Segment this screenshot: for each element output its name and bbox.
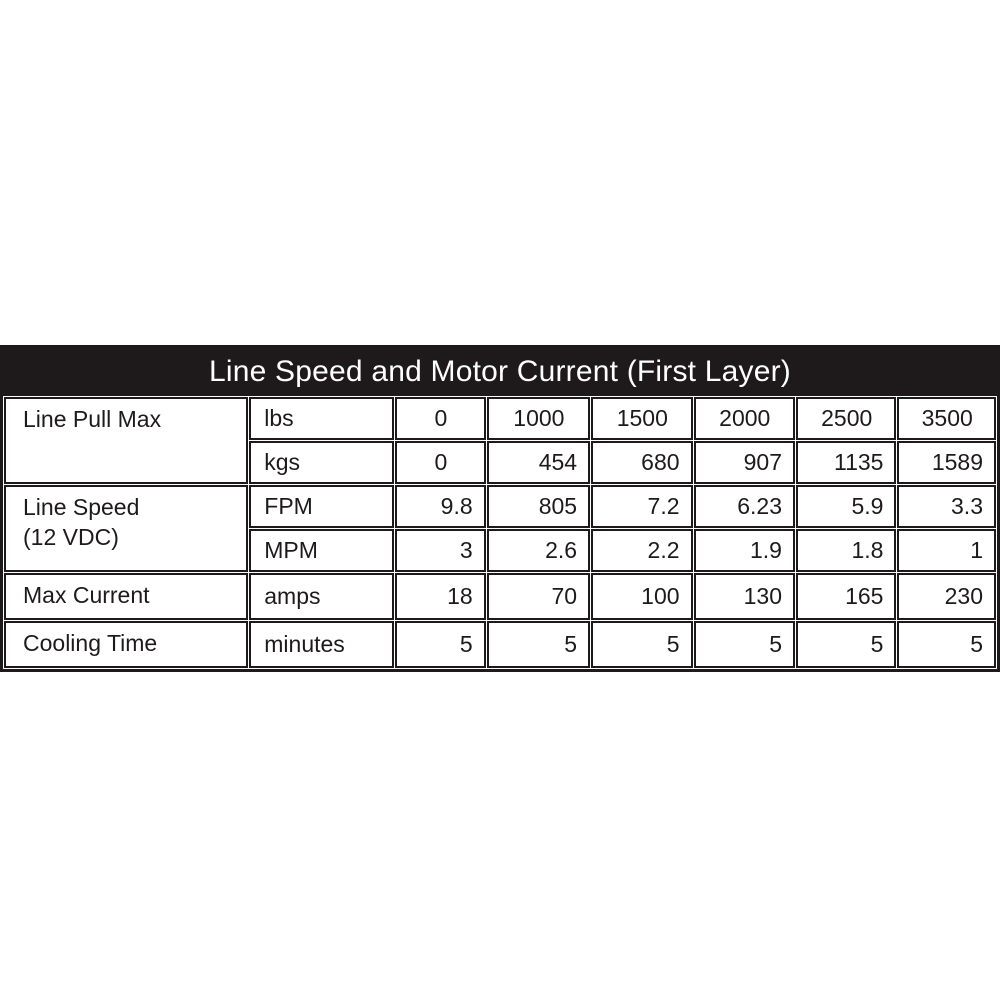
value-cell: 230 bbox=[897, 573, 996, 620]
table-row bbox=[4, 485, 996, 528]
value-cell: 1 bbox=[897, 529, 996, 572]
unit-cell-amps: amps bbox=[249, 573, 394, 620]
value-cell: 5 bbox=[487, 621, 590, 668]
unit-cell-fpm: FPM bbox=[249, 485, 394, 528]
value-cell: 5 bbox=[591, 621, 692, 668]
spec-table-block bbox=[0, 345, 1000, 672]
value-cell: 1135 bbox=[796, 441, 896, 484]
value-cell: 5 bbox=[694, 621, 795, 668]
value-cell: 3.3 bbox=[897, 485, 996, 528]
spec-table bbox=[3, 396, 997, 669]
value-cell: 907 bbox=[694, 441, 795, 484]
value-cell: 1000 bbox=[487, 397, 590, 440]
row-group-label-line-speed bbox=[4, 485, 248, 572]
row-group-label-line-pull-max: Line Pull Max bbox=[4, 397, 248, 484]
value-cell: 5 bbox=[395, 621, 486, 668]
row-group-label-line-2: (12 VDC) bbox=[23, 524, 119, 550]
value-cell: 5 bbox=[897, 621, 996, 668]
value-cell: 130 bbox=[694, 573, 795, 620]
value-cell: 5.9 bbox=[796, 485, 896, 528]
row-group-label-line-1: Line Speed bbox=[23, 494, 140, 520]
row-group-label-cooling-time: Cooling Time bbox=[4, 621, 248, 668]
value-cell: 2.2 bbox=[591, 529, 692, 572]
table-row bbox=[4, 397, 996, 440]
value-cell: 805 bbox=[487, 485, 590, 528]
value-cell: 3500 bbox=[897, 397, 996, 440]
row-group-label-max-current: Max Current bbox=[4, 573, 248, 620]
value-cell: 3 bbox=[395, 529, 486, 572]
value-cell: 680 bbox=[591, 441, 692, 484]
table-row bbox=[4, 621, 996, 668]
value-cell: 1.9 bbox=[694, 529, 795, 572]
table-row bbox=[4, 573, 996, 620]
value-cell: 1.8 bbox=[796, 529, 896, 572]
table-title: Line Speed and Motor Current (First Layer) bbox=[3, 348, 997, 396]
value-cell: 165 bbox=[796, 573, 896, 620]
value-cell: 18 bbox=[395, 573, 486, 620]
value-cell: 100 bbox=[591, 573, 692, 620]
value-cell: 5 bbox=[796, 621, 896, 668]
value-cell: 1500 bbox=[591, 397, 692, 440]
value-cell: 6.23 bbox=[694, 485, 795, 528]
unit-cell-mpm: MPM bbox=[249, 529, 394, 572]
value-cell: 7.2 bbox=[591, 485, 692, 528]
value-cell: 2000 bbox=[694, 397, 795, 440]
value-cell: 2.6 bbox=[487, 529, 590, 572]
unit-cell-kgs: kgs bbox=[249, 441, 394, 484]
unit-cell-minutes: minutes bbox=[249, 621, 394, 668]
value-cell: 2500 bbox=[796, 397, 896, 440]
value-cell: 454 bbox=[487, 441, 590, 484]
value-cell: 70 bbox=[487, 573, 590, 620]
value-cell: 0 bbox=[395, 441, 486, 484]
value-cell: 9.8 bbox=[395, 485, 486, 528]
value-cell: 1589 bbox=[897, 441, 996, 484]
value-cell: 0 bbox=[395, 397, 486, 440]
unit-cell-lbs: lbs bbox=[249, 397, 394, 440]
